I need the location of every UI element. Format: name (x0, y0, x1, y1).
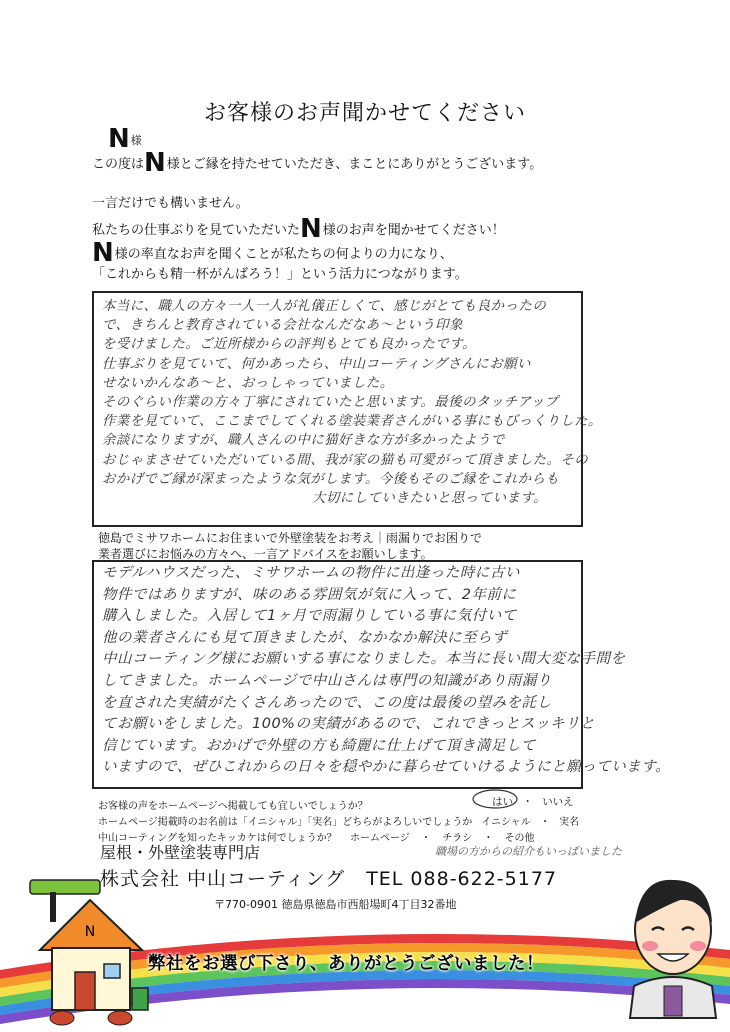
consent-question-2: ホームページ掲載時のお名前は「イニシャル」「実名」どちらがよろしいでしょうか イニシャル ・ 実名 (98, 817, 580, 828)
answer-1-line: そのぐらい作業の方々丁寧にされていたと思います。最後のタッチアップ (102, 394, 559, 410)
request-line-3-suffix: 様の率直なお声を聞くことが私たちの何よりの力になり、 (114, 247, 453, 262)
company-contact (100, 864, 557, 891)
request-line-2-prefix: 私たちの仕事ぶりを見ていただいた (92, 223, 301, 238)
answer-1-line: 余談になりますが、職人さんの中に猫好きな方が多かったようで (102, 433, 505, 449)
answer-1-line: 大切にしていきたいと思っています。 (312, 490, 548, 506)
answer-2-line: 信じています。おかげで外壁の方も綺麗に仕上げて頂き満足して (102, 737, 536, 754)
request-line-2-suffix: 様のお声を聞かせてください！ (322, 223, 505, 238)
request-line-4: 「これからも精一杯がんばろう！」という活力につながります。 (92, 267, 468, 282)
company-tel: TEL 088-622-5177 (366, 868, 558, 890)
request-line-3-initial: N (92, 238, 114, 268)
answer-1-line: おかげでご縁が深まったような気がします。今後もそのご縁をこれからも (102, 471, 560, 487)
realname-option[interactable]: 実名 (559, 817, 580, 828)
request-line-1: 一言だけでも構いません。 (92, 196, 249, 211)
answer-2-line: 中山コーティング様にお願いする事になりました。本当に長い間大変な手間を (102, 651, 626, 668)
answer-1-line: おじゃまさせていただいている間、我が家の猫も可愛がって頂きました。その (102, 452, 589, 468)
consent-question-1: お客様の声をホームページへ掲載しても宜しいでしょうか？ (98, 801, 368, 812)
greeting-prefix: この度は (92, 157, 145, 172)
answer-2-text (102, 564, 671, 780)
greeting-line (92, 148, 542, 178)
answer-1-text (102, 297, 602, 508)
option-other[interactable]: その他 (504, 833, 535, 844)
answer-1-line: 作業を見ていて、ここまでしてくれる塗装業者さんがいる事にもびっくりした。 (102, 414, 602, 430)
greeting-suffix: 様とご縁を持たせていただき、まことにありがとうございます。 (166, 157, 543, 172)
company-address: 〒770-0901 徳島県徳島市西船場町4丁目32番地 (214, 898, 457, 911)
answer-2-line: いますので、ぜひこれからの日々を穏やかに暮らせていけるようにと願っています。 (102, 759, 671, 776)
answer-2-line: 購入しました。入居して1ヶ月で雨漏りしている事に気付いて (102, 608, 517, 625)
initial-option[interactable]: イニシャル (481, 817, 531, 828)
greeting-initial: N (144, 148, 166, 178)
house-mascot-icon (20, 880, 160, 1030)
company-name: 株式会社 中山コーティング (100, 868, 346, 890)
recipient-honorific: 様 (130, 134, 142, 147)
answer-2-line: を直された実績がたくさんあったので、この度は最後の望みを託し (102, 694, 552, 711)
answer-1-line: 本当に、職人の方々一人一人が礼儀正しくて、感じがとても良かったの (102, 299, 547, 314)
other-handwritten-note: 職場の方からの紹介もいっぱいました (435, 845, 622, 858)
consent-question-3-text: 中山コーティングを知ったキッカケは何でしょうか？ (98, 833, 337, 844)
answer-2-line: 他の業者さんにも見て頂きましたが、なかなか解決に至らず (102, 629, 507, 646)
question-2-line-1: 徳島でミサワホームにお住まいで外壁塗装をお考え｜雨漏りでお困りで (98, 531, 483, 545)
yes-circle-mark (470, 788, 520, 810)
staff-mascot-icon (620, 868, 726, 1028)
option-homepage[interactable]: ホームページ (350, 833, 410, 844)
house-letter: N (84, 924, 96, 940)
answer-1-line: 仕事ぶりを見ていて、何かあったら、中山コーティングさんにお願い (102, 356, 531, 372)
consent-question-2-text: ホームページ掲載時のお名前は「イニシャル」「実名」どちらがよろしいでしょうか (98, 817, 473, 828)
answer-1-line: で、きちんと教育されている会社なんだなあ〜という印象 (102, 318, 463, 334)
thanks-message: 弊社をお選び下さり、ありがとうございました！ (148, 954, 544, 974)
consent-question-3: 中山コーティングを知ったキッカケは何でしょうか？ ホームページ ・ チラシ ・ その他 (98, 833, 535, 844)
company-tagline: 屋根・外壁塗装専門店 (100, 843, 261, 862)
answer-2-line: してきました。ホームページで中山さんは専門の知識があり雨漏り (102, 672, 552, 689)
consent-no-option[interactable]: いいえ (542, 796, 574, 808)
answer-2-line: モデルハウスだった、ミサワホームの物件に出逢った時に古い (102, 565, 520, 581)
page-title: お客様のお声聞かせてください (203, 101, 526, 126)
answer-2-line: 物件ではありますが、味のある雰囲気が気に入って、2年前に (102, 586, 517, 603)
consent-yes-no: はい ・ いいえ (492, 796, 574, 808)
answer-box-1 (92, 291, 602, 527)
recipient-initial: N (108, 124, 130, 154)
option-flyer[interactable]: チラシ (442, 833, 473, 844)
answer-2-line: てお願いをしました。100%の実績があるので、これできっとスッキリと (102, 716, 596, 733)
request-line-2-initial: N (300, 214, 322, 244)
answer-1-line: せないかんなあ〜と、おっしゃっていました。 (102, 375, 394, 391)
answer-1-line: を受けました。ご近所様からの評判もとても良かったです。 (102, 337, 476, 353)
consent-yes-option[interactable]: はい (492, 796, 513, 808)
answer-box-2 (92, 560, 671, 789)
question-2-line-2: 業者選びにお悩みの方々へ、一言アドバイスをお願いします。 (98, 547, 433, 561)
